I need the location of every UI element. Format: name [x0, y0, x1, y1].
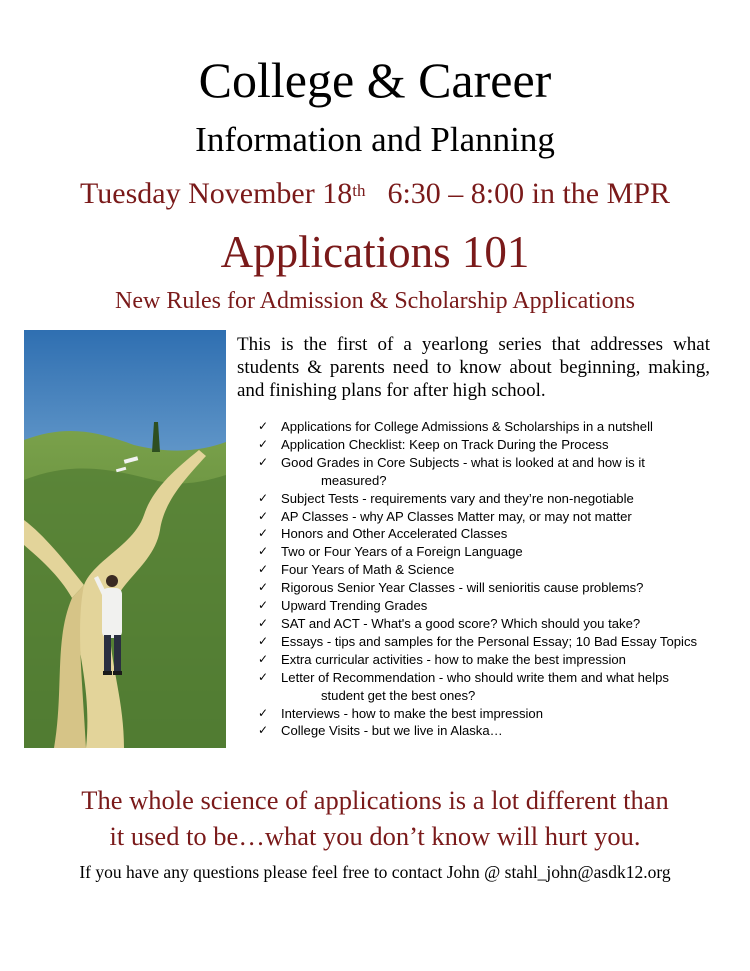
check-icon: ✓ — [258, 454, 269, 469]
check-icon: ✓ — [258, 490, 269, 505]
check-icon: ✓ — [258, 580, 269, 595]
intro-paragraph: This is the first of a yearlong series that addresses what students & parents need to know about beginning, making, and finishing plans for after high school. — [237, 334, 710, 401]
check-icon: ✓ — [258, 436, 269, 451]
contact-line: If you have any questions please feel free to contact John @ stahl_john@asdk12.org — [79, 862, 671, 882]
crossroads-illustration — [24, 330, 226, 748]
check-icon: ✓ — [258, 633, 269, 648]
list-item-text: Essays - tips and samples for the Personal Essay; 10 Bad Essay Topics — [281, 633, 698, 649]
check-icon: ✓ — [258, 615, 269, 630]
event-title: Applications 101 — [220, 227, 530, 277]
list-item — [258, 490, 728, 508]
list-item-text: Honors and Other Accelerated Classes — [281, 526, 508, 542]
list-item-continuation: measured? — [321, 472, 387, 488]
list-item-text: SAT and ACT - What's a good score? Which should you take? — [281, 615, 641, 631]
event-date-time — [0, 174, 750, 214]
list-item-text: Application Checklist: Keep on Track During the Process — [281, 436, 609, 452]
list-item-text: Applications for College Admissions & Scholarships in a nutshell — [281, 419, 653, 434]
list-item-continuation: student get the best ones? — [321, 687, 476, 703]
flyer-subtitle: Information and Planning — [195, 120, 555, 159]
check-icon: ✓ — [258, 508, 269, 523]
closing-message — [0, 782, 750, 854]
list-item — [258, 669, 728, 705]
closing-line-1: The whole science of applications is a lot different than — [81, 785, 669, 815]
list-item — [258, 436, 728, 454]
list-item — [258, 525, 728, 543]
list-item — [258, 615, 728, 633]
list-item-text: Extra curricular activities - how to make the best impression — [281, 651, 626, 667]
list-item — [258, 543, 728, 561]
event-time-location: 6:30 – 8:00 in the MPR — [387, 177, 670, 210]
list-item-text: AP Classes - why AP Classes Matter may, or may not matter — [281, 508, 632, 524]
list-item — [258, 722, 728, 740]
list-item-text: Subject Tests - requirements vary and they’re non-negotiable — [281, 490, 634, 506]
check-icon: ✓ — [258, 544, 269, 559]
check-icon: ✓ — [258, 419, 269, 433]
list-item — [258, 633, 728, 651]
list-item — [258, 508, 728, 526]
check-icon: ✓ — [258, 598, 269, 613]
topic-checklist — [258, 418, 728, 740]
check-icon: ✓ — [258, 723, 269, 738]
event-date: Tuesday November 18 — [80, 177, 353, 210]
list-item-text: Four Years of Math & Science — [281, 562, 455, 578]
list-item-text: Two or Four Years of a Foreign Language — [281, 544, 523, 560]
check-icon: ✓ — [258, 705, 269, 720]
check-icon: ✓ — [258, 526, 269, 541]
flyer-title: College & Career — [198, 52, 552, 108]
event-tagline: New Rules for Admission & Scholarship Applications — [115, 288, 635, 314]
check-icon: ✓ — [258, 651, 269, 666]
list-item-text: Upward Trending Grades — [281, 598, 428, 614]
crossroads-painting — [24, 330, 226, 748]
list-item — [258, 705, 728, 723]
closing-line-2: it used to be…what you don’t know will hurt you. — [109, 821, 641, 851]
list-item-text: Interviews - how to make the best impression — [281, 705, 543, 721]
list-item-text: Good Grades in Core Subjects - what is looked at and how is it — [281, 454, 645, 470]
date-ordinal-suffix: th — [352, 181, 366, 200]
list-item — [258, 651, 728, 669]
list-item-text: College Visits - but we live in Alaska… — [281, 723, 503, 739]
check-icon: ✓ — [258, 562, 269, 577]
list-item — [258, 454, 728, 490]
list-item — [258, 418, 728, 436]
list-item-text: Letter of Recommendation - who should write them and what helps — [281, 669, 669, 685]
list-item — [258, 579, 728, 597]
list-item-text: Rigorous Senior Year Classes - will senioritis cause problems? — [281, 580, 644, 596]
list-item — [258, 597, 728, 615]
list-item — [258, 561, 728, 579]
check-icon: ✓ — [258, 669, 269, 684]
